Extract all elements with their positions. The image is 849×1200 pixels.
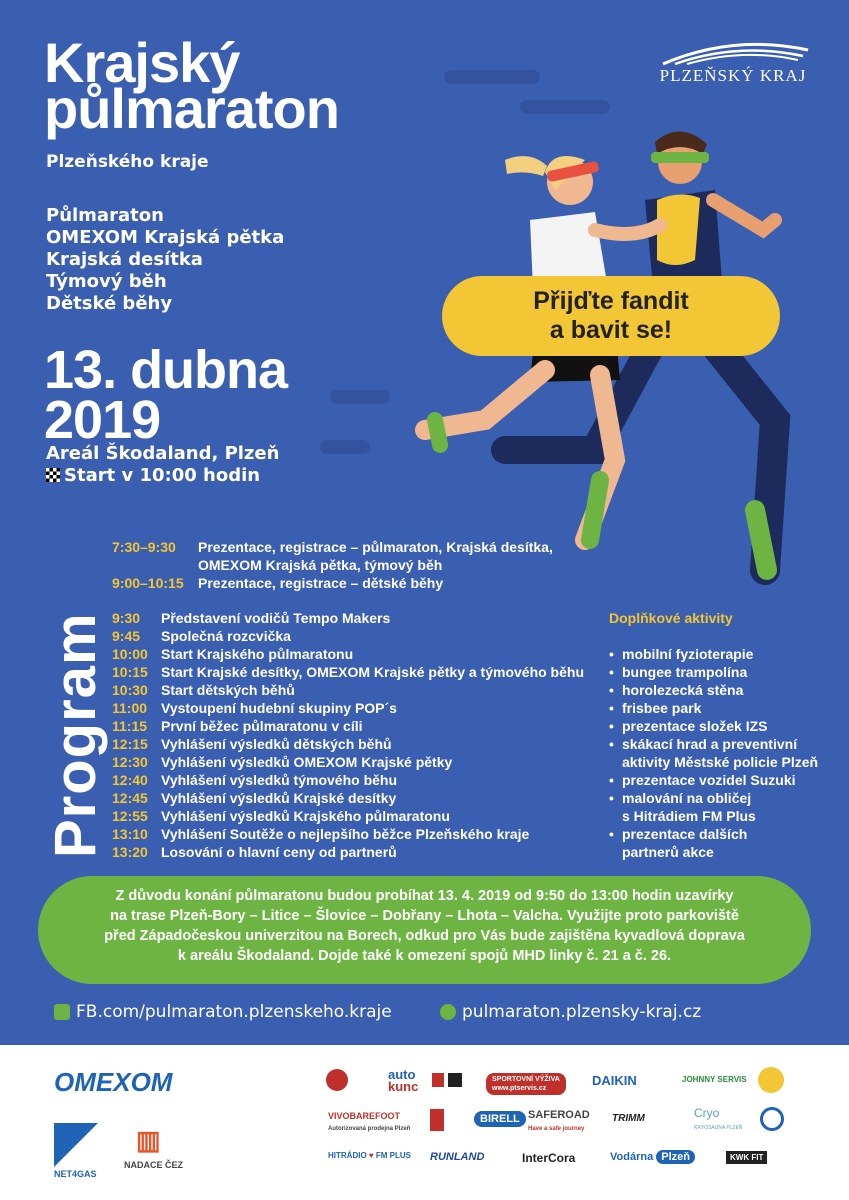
side-item	[609, 681, 844, 699]
vodarna-text: Vodárna	[610, 1151, 654, 1163]
saferoad-text: SAFEROAD	[528, 1109, 590, 1121]
race-item: Půlmaraton	[46, 205, 164, 226]
side-item-line: • prezentace složek IZS	[622, 718, 768, 734]
side-item	[609, 717, 844, 735]
decor-stripe	[444, 70, 540, 84]
notice-line: Z důvodu konání půlmaratonu budou probíhat 13. 4. 2019 od 9:50 do 13:00 hodin uzavírky	[115, 888, 734, 904]
schedule-row	[112, 645, 584, 663]
ptservis-url: www.ptservis.cz	[492, 1085, 547, 1092]
side-item-line: • prezentace dalších	[622, 826, 748, 842]
side-item	[609, 645, 844, 663]
intercora-logo: InterCora	[522, 1151, 576, 1165]
net4gas-mark-icon	[54, 1123, 98, 1167]
vivobarefoot-logo	[328, 1111, 410, 1135]
schedule-row	[112, 771, 584, 789]
schedule-text: Start Krajské desítky, OMEXOM Krajské pětky a týmového běhu	[161, 664, 585, 680]
cryo-sub: KRYOSAUNA PLZEŇ	[694, 1125, 743, 1131]
bubble-line: a bavit se!	[549, 316, 673, 344]
ptservis-logo	[486, 1073, 566, 1095]
schedule-row	[112, 699, 584, 717]
program-heading: Program	[43, 612, 108, 858]
side-item-line: • prezentace vozidel Suzuki	[622, 772, 796, 788]
side-item-line: • malování na obličej	[622, 790, 752, 806]
side-item-line: • frisbee park	[622, 700, 702, 716]
schedule-time: 11:00	[112, 700, 148, 716]
net4gas-logo: NET4GAS	[54, 1169, 97, 1179]
event-date	[44, 340, 288, 450]
saferoad-sub: Have a safe journey	[528, 1126, 585, 1132]
side-item	[609, 825, 844, 861]
event-subtitle: Plzeňského kraje	[46, 152, 209, 172]
side-item	[609, 699, 844, 717]
vodarna-logo	[610, 1151, 695, 1163]
registration-schedule	[112, 538, 553, 592]
side-item-line: aktivity Městské policie Plzeň	[622, 754, 819, 770]
specialized-icon	[430, 1109, 444, 1131]
hitradio-logo: HITRÁDIO ♥ FM PLUS	[328, 1151, 411, 1160]
title-line: Krajský	[44, 31, 240, 94]
schedule-text: Losování o hlavní ceny od partnerů	[161, 844, 397, 860]
notice-line: před Západočeskou univerzitou na Borech, odkud pro Vás bude zajištěna kyvadlová doprava	[104, 928, 745, 944]
schedule-time: 12:30	[112, 754, 148, 770]
schedule-text: Vyhlášení výsledků Krajského půlmaratonu	[161, 808, 450, 824]
schedule-text: Představení vodičů Tempo Makers	[161, 610, 391, 626]
vivo-sub: Autorizovaná prodejna Plzeň	[328, 1126, 411, 1132]
schedule-row	[112, 825, 584, 843]
plzensky-kraj-logo	[648, 40, 818, 86]
schedule-time: 10:15	[112, 664, 148, 680]
web-link-text[interactable]: pulmaraton.plzensky-kraj.cz	[462, 1002, 702, 1022]
venue-text: Areál Škodaland, Plzeň	[46, 443, 280, 464]
start-time	[46, 465, 279, 487]
side-item-line: • skákací hrad a preventivní	[622, 736, 798, 752]
kwkfit-logo: KWK FIT	[726, 1151, 767, 1164]
globe-icon	[440, 1004, 456, 1020]
race-item: Krajská desítka	[46, 249, 203, 270]
schedule-time: 12:40	[112, 772, 148, 788]
kids-badge-icon	[758, 1067, 784, 1093]
schedule-row	[112, 609, 584, 627]
side-item-line: • horolezecká stěna	[622, 682, 744, 698]
schedule-text: Vystoupení hudební skupiny POP´s	[161, 700, 397, 716]
cryo-logo	[694, 1107, 743, 1134]
schedule-row	[112, 663, 584, 681]
facebook-icon	[54, 1004, 70, 1020]
sponsor-area	[0, 1045, 849, 1200]
facebook-link-text[interactable]: FB.com/pulmaraton.plzenskeho.kraje	[76, 1002, 392, 1022]
schedule-time: 11:15	[112, 718, 148, 734]
side-item	[609, 663, 844, 681]
schedule-row	[112, 717, 584, 735]
trimm-logo: TRIMM	[612, 1113, 645, 1124]
fmplus-text: FM PLUS	[375, 1151, 411, 1160]
suzuki-icon	[432, 1073, 444, 1087]
swoosh-icon	[653, 40, 813, 66]
schedule-time: 9:00–10:15	[112, 575, 184, 591]
schedule-row	[112, 735, 584, 753]
side-item-line: partnerů akce	[622, 844, 714, 860]
schedule-text: Start dětských běhů	[161, 682, 295, 698]
vodarna-city: Plzeň	[656, 1150, 695, 1164]
side-activities	[609, 609, 844, 861]
schedule-text-line: OMEXOM Krajská pětka, týmový běh	[198, 557, 443, 573]
kunc-text: kunc	[388, 1079, 419, 1094]
schedule-row	[112, 538, 553, 574]
schedule-text: Start Krajského půlmaratonu	[161, 646, 354, 662]
side-item	[609, 771, 844, 789]
schedule-row	[112, 753, 584, 771]
schedule-time: 9:30	[112, 610, 141, 626]
race-item: OMEXOM Krajská pětka	[46, 227, 285, 248]
side-item	[609, 735, 844, 771]
schedule-row	[112, 789, 584, 807]
johnny-servis-logo: JOHNNY SERVIS	[682, 1075, 747, 1084]
birell-logo: BIRELL	[474, 1111, 526, 1127]
schedule-text-line: Prezentace, registrace – půlmaraton, Krajská desítka,	[198, 539, 553, 555]
ptservis-title: SPORTOVNÍ VÝŽIVA	[492, 1076, 560, 1083]
schedule-text: Vyhlášení výsledků Krajské desítky	[161, 790, 397, 806]
schedule-row	[112, 843, 584, 861]
brewery-badge-icon	[326, 1069, 348, 1091]
notice-line: k areálu Škodaland. Dojde také k omezení spojů MHD linky č. 21 a č. 26.	[177, 948, 672, 964]
start-text: Start v 10:00 hodin	[64, 465, 261, 486]
checkered-flag-icon	[46, 468, 60, 482]
dealer-icon	[448, 1073, 462, 1087]
schedule-text: Vyhlášení Soutěže o nejlepšího běžce Plzeňského kraje	[161, 826, 530, 842]
logo-text: PLZEŇSKÝ KRAJ	[659, 66, 807, 85]
main-schedule	[112, 609, 584, 861]
schedule-text: Prezentace, registrace – dětské běhy	[198, 575, 444, 591]
title-line: půlmaraton	[44, 77, 339, 140]
race-item: Týmový běh	[46, 271, 167, 292]
side-list	[609, 645, 844, 861]
schedule-time: 9:45	[112, 628, 141, 644]
schedule-text: Vyhlášení výsledků týmového běhu	[161, 772, 398, 788]
saferoad-logo	[528, 1109, 590, 1135]
notice-line: na trase Plzeň-Bory – Litice – Šlovice – Dobřany – Lhota – Valcha. Využijte proto parkoviště	[110, 908, 739, 924]
schedule-time: 13:10	[112, 826, 148, 842]
schedule-row	[112, 807, 584, 825]
hitradio-text: HITRÁDIO	[328, 1151, 367, 1160]
side-item-line: • bungee trampolína	[622, 664, 748, 680]
date-line: 13. dubna	[44, 340, 288, 400]
schedule-time: 7:30–9:30	[112, 539, 176, 555]
schedule-time: 13:20	[112, 844, 148, 860]
date-line: 2019	[44, 390, 161, 450]
web-link[interactable]	[440, 1002, 701, 1022]
schedule-time: 12:55	[112, 808, 148, 824]
side-item-line: • mobilní fyzioterapie	[622, 646, 754, 662]
schedule-text: Vyhlášení výsledků OMEXOM Krajské pětky	[161, 754, 453, 770]
race-list	[46, 205, 284, 315]
event-venue	[46, 443, 279, 487]
police-badge-icon	[760, 1107, 784, 1131]
cryo-text: Cryo	[694, 1106, 720, 1120]
schedule-time: 10:00	[112, 646, 148, 662]
fan-bubble	[442, 276, 780, 356]
event-title	[44, 31, 339, 140]
daikin-logo: DAIKIN	[592, 1073, 637, 1088]
race-item: Dětské běhy	[46, 293, 173, 314]
nadace-cez-logo: NADACE ČEZ	[124, 1160, 184, 1170]
schedule-row	[112, 681, 584, 699]
schedule-time: 12:45	[112, 790, 148, 806]
schedule-text: První běžec půlmaratonu v cíli	[161, 718, 363, 734]
auto-text: auto	[388, 1067, 416, 1082]
schedule-text	[198, 538, 553, 574]
nadace-mark-icon: ▥	[136, 1125, 159, 1155]
traffic-notice	[38, 876, 811, 984]
schedule-row	[112, 574, 553, 592]
decor-stripe	[520, 100, 610, 114]
runland-logo: RUNLAND	[430, 1151, 485, 1163]
schedule-time: 12:15	[112, 736, 148, 752]
side-item-line: s Hitrádiem FM Plus	[622, 808, 756, 824]
schedule-time: 10:30	[112, 682, 148, 698]
facebook-link[interactable]	[54, 1002, 392, 1022]
decor-stripe	[320, 440, 370, 454]
side-item	[609, 789, 844, 825]
auto-kunc-logo	[388, 1069, 418, 1093]
vivo-text: VIVOBAREFOOT	[328, 1111, 401, 1121]
schedule-text: Vyhlášení výsledků dětských běhů	[161, 736, 392, 752]
omexom-logo: OMEXOM	[54, 1067, 173, 1097]
side-heading: Doplňkové aktivity	[609, 610, 733, 626]
bubble-line: Přijďte fandit	[533, 287, 689, 315]
schedule-text: Společná rozcvička	[161, 628, 291, 644]
decor-stripe	[330, 390, 390, 404]
schedule-row	[112, 627, 584, 645]
